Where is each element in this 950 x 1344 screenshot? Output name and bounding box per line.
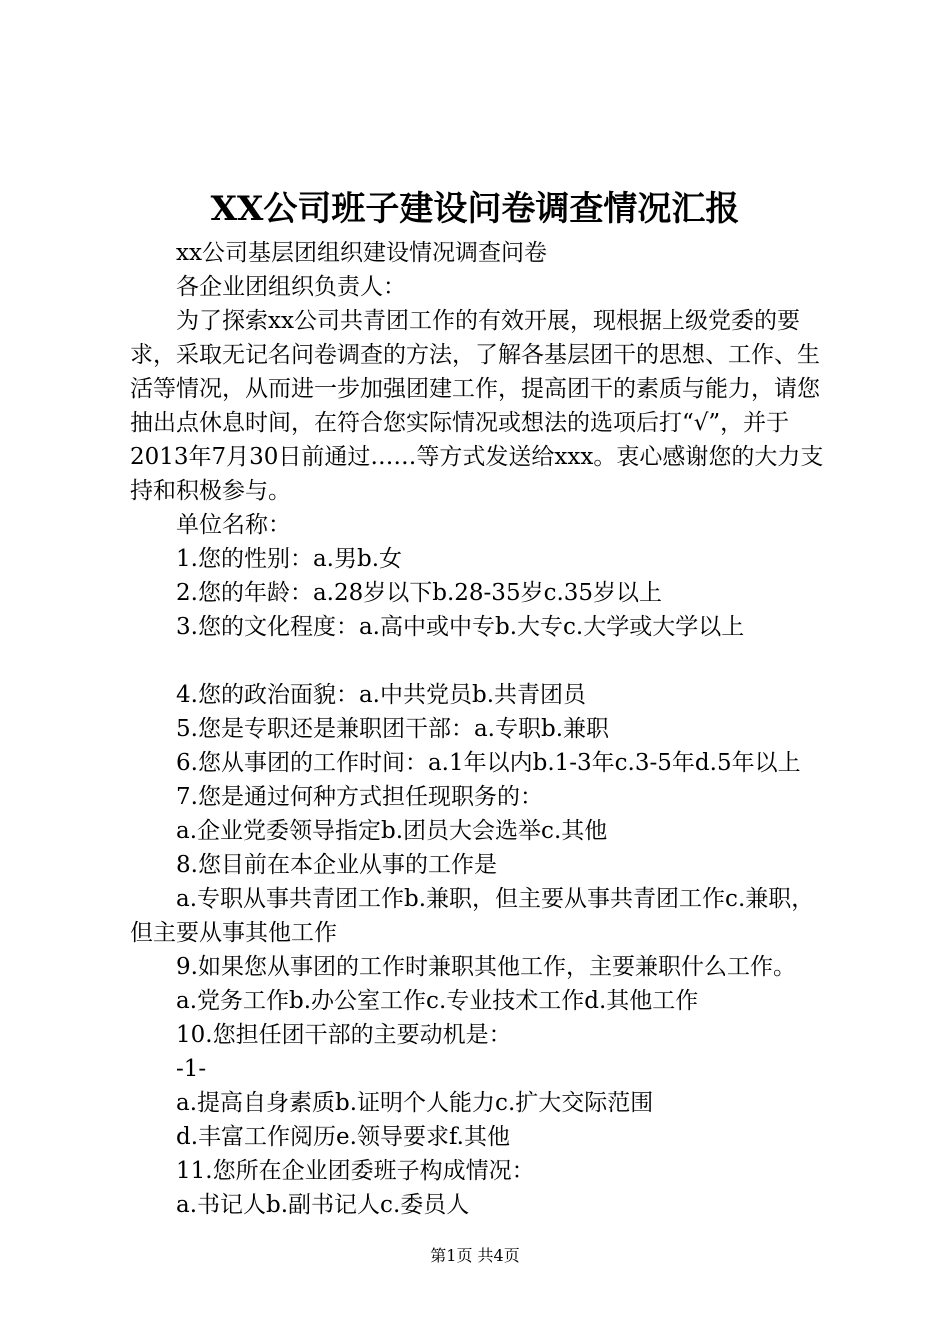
question-9-options: a.党务工作b.办公室工作c.专业技术工作d.其他工作 [176, 988, 699, 1014]
question-8: 8.您目前在本企业从事的工作是 [176, 852, 497, 878]
question-9: 9.如果您从事团的工作时兼职其他工作，主要兼职什么工作。 [176, 954, 796, 980]
question-3: 3.您的文化程度：a.高中或中专b.大专c.大学或大学以上 [176, 614, 745, 640]
question-11: 11.您所在企业团委班子构成情况： [176, 1158, 535, 1184]
question-4: 4.您的政治面貌：a.中共党员b.共青团员 [176, 682, 587, 708]
document-title: XX公司班子建设问卷调查情况汇报 [210, 189, 740, 229]
paragraph-intro: 为了探索xx公司共青团工作的有效开展，现根据上级党委的要求，采取无记名问卷调查的方法，了解各基层团干的思想、工作、生活等情况，从而进一步加强团建工作，提高团干的素质与能力，请您抽出点休息时间，在符合您实际情况或想法的选项后打“√”，并于2013年7月30日前通过……等方式发送给xxx。衷心感谢您的大力支持和积极参与。 [130, 308, 824, 504]
question-10-options-1: a.提高自身素质b.证明个人能力c.扩大交际范围 [176, 1090, 654, 1116]
paragraph-unit-name: 单位名称： [176, 512, 291, 538]
page-footer: 第1页 共4页 [430, 1246, 520, 1265]
question-5: 5.您是专职还是兼职团干部：a.专职b.兼职 [176, 716, 610, 742]
question-11-options: a.书记人b.副书记人c.委员人 [176, 1192, 470, 1218]
paragraph-survey-heading: xx公司基层团组织建设情况调查问卷 [176, 240, 547, 266]
question-1: 1.您的性别：a.男b.女 [176, 546, 403, 572]
question-6: 6.您从事团的工作时间：a.1年以内b.1-3年c.3-5年d.5年以上 [176, 750, 801, 776]
document-body [130, 236, 835, 1222]
question-2: 2.您的年龄：a.28岁以下b.28-35岁c.35岁以上 [176, 580, 663, 606]
blank-line [130, 644, 835, 678]
question-7: 7.您是通过何种方式担任现职务的： [176, 784, 543, 810]
question-10-options-2: d.丰富工作阅历e.领导要求f.其他 [176, 1124, 510, 1150]
question-8-options: a.专职从事共青团工作b.兼职，但主要从事共青团工作c.兼职，但主要从事其他工作 [130, 886, 815, 946]
inline-page-marker: -1- [176, 1056, 207, 1082]
paragraph-salutation: 各企业团组织负责人： [176, 274, 406, 300]
question-7-options: a.企业党委领导指定b.团员大会选举c.其他 [176, 818, 608, 844]
question-10: 10.您担任团干部的主要动机是： [176, 1022, 512, 1048]
